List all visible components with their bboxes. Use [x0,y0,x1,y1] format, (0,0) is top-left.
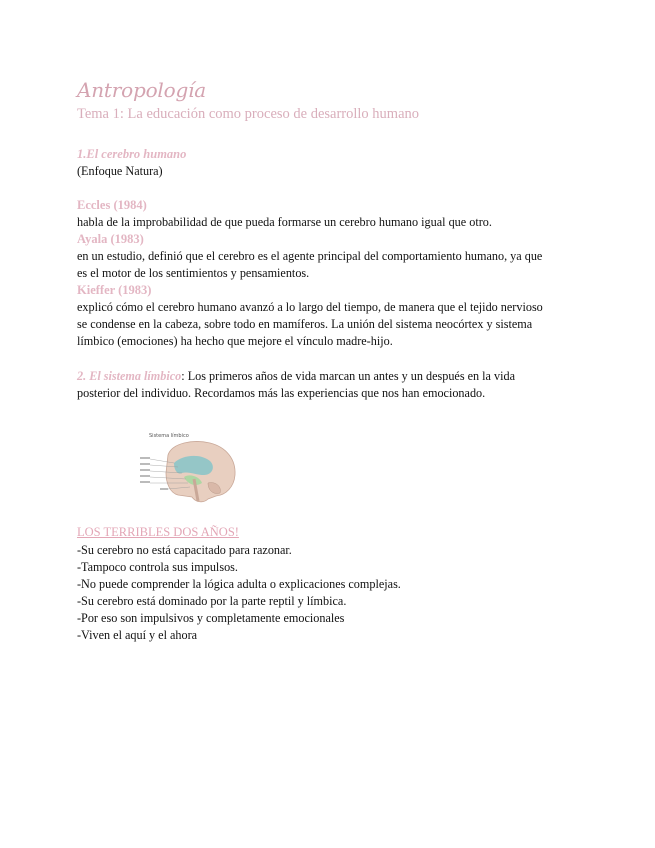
limbic-text: : Los primeros años de vida marcan un antes y un después en la vida [181,369,515,383]
list-item: -Tampoco controla sus impulsos. [77,560,238,574]
paragraph-line: habla de la improbabilidad de que pueda formarse un cerebro humano igual que otro. [77,215,492,229]
section-heading-terrible-two: LOS TERRIBLES DOS AÑOS! [77,525,239,539]
paragraph-line: límbico (emociones) ha hecho que mejore el vínculo madre-hijo. [77,334,393,348]
limbic-paragraph [77,368,515,385]
page-subtitle: Tema 1: La educación como proceso de desarrollo humano [77,106,420,122]
author-kieffer: Kieffer (1983) [77,283,152,297]
paragraph-line: en un estudio, definió que el cerebro es el agente principal del comportamiento humano, ya que [77,249,543,263]
list-item: -Su cerebro está dominado por la parte reptil y límbica. [77,594,347,608]
paragraph-line: se condense en la cabeza, sobre todo en mamíferos. La unión del sistema neocórtex y sistema [77,317,533,331]
list-item: -Viven el aquí y el ahora [77,628,198,642]
section-heading-brain: 1.El cerebro humano [77,147,187,161]
paragraph-line: explicó cómo el cerebro humano avanzó a lo largo del tiempo, de manera que el tejido nervioso [77,300,543,314]
limbic-system-diagram [138,433,240,505]
author-ayala: Ayala (1983) [77,232,144,246]
paragraph-line: es el motor de los sentimientos y pensamientos. [77,266,310,280]
paragraph-line: posterior del individuo. Recordamos más las experiencias que nos han emocionado. [77,386,486,400]
figure-caption: Sistema límbico [149,433,189,439]
list-item: -No puede comprender la lógica adulta o explicaciones complejas. [77,577,401,591]
list-item: -Por eso son impulsivos y completamente emocionales [77,611,345,625]
list-item: -Su cerebro no está capacitado para razonar. [77,543,292,557]
page-title: Antropología [77,78,206,102]
approach-text: (Enfoque Natura) [77,164,163,178]
section-heading-limbic: 2. El sistema límbico [77,369,182,383]
author-eccles: Eccles (1984) [77,198,147,212]
